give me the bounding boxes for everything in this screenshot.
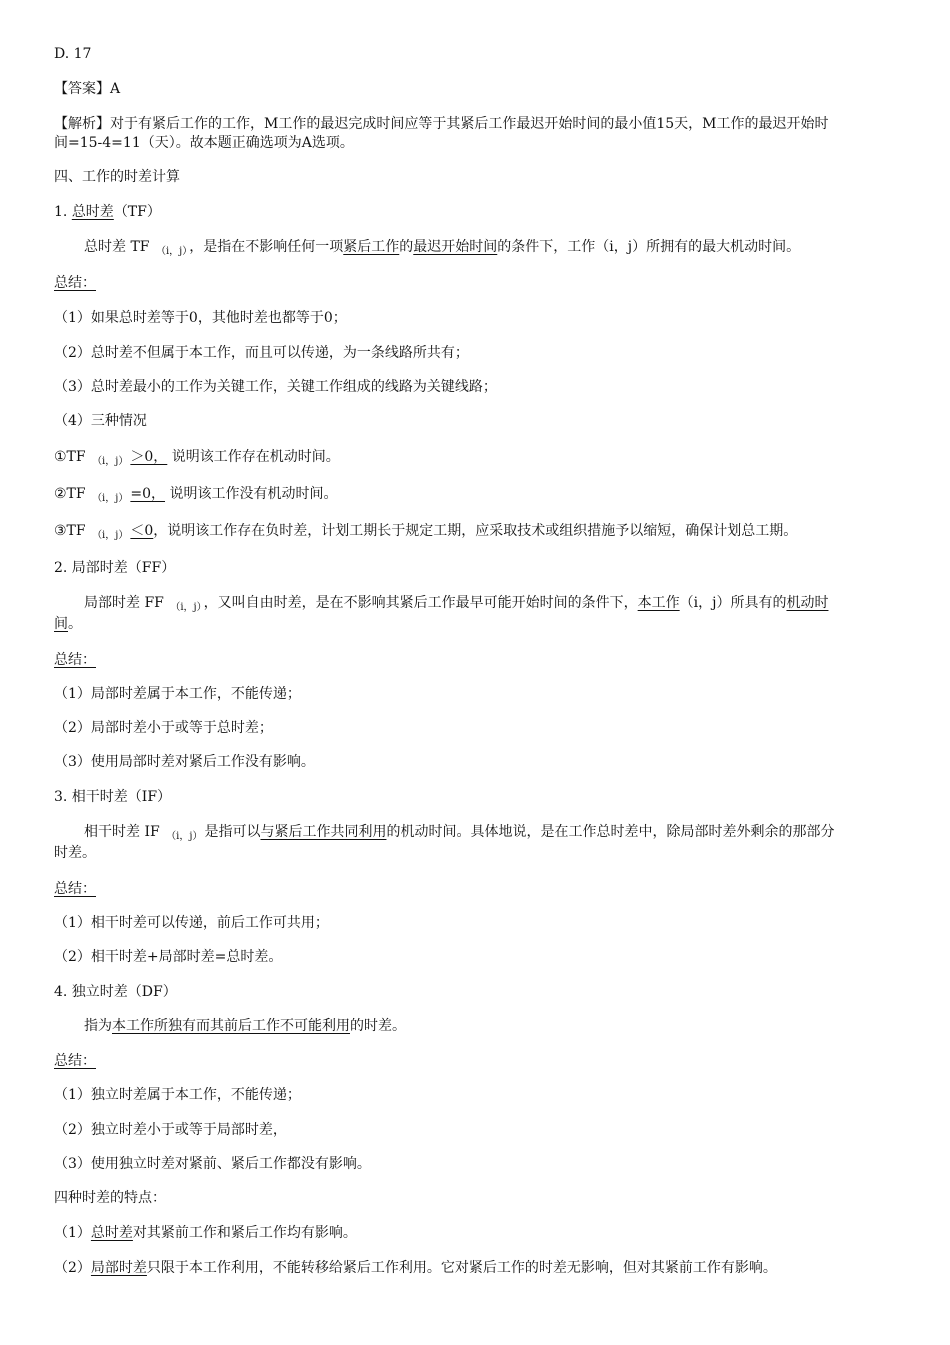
summary-label-ff-text: 总结： — [54, 652, 96, 668]
tf-def-d: 的条件下，工作（i，j）所拥有的最大机动时间。 — [497, 239, 801, 255]
ff-def-b: ，又叫自由时差，是在不影响其紧后工作最早可能开始时间的条件下， — [203, 595, 638, 611]
answer-line — [54, 78, 896, 100]
if-def-c: 的机动时间。具体地说，是在工作总时差中，除局部时差外剩余的那部分 — [386, 824, 835, 840]
ff-def-underline-1: 本工作 — [637, 595, 680, 611]
tf-case-zero-b: 说明该工作没有机动时间。 — [165, 486, 338, 502]
heading-ff — [54, 557, 896, 579]
df-def-a: 指为 — [84, 1018, 112, 1034]
tf-case-positive-condition: ＞0， — [130, 449, 168, 465]
df-point-2-text: （2）独立时差小于或等于局部时差， — [54, 1122, 287, 1138]
feature-2 — [54, 1257, 896, 1279]
if-def-a: 相干时差 IF — [84, 824, 165, 840]
tf-point-1-text: （1）如果总时差等于0，其他时差也都等于0； — [54, 310, 347, 326]
df-def-b: 的时差。 — [350, 1018, 406, 1034]
heading-tf — [54, 201, 896, 223]
tf-def-subscript: （i，j） — [155, 246, 188, 257]
heading-tf-num: 1. — [54, 204, 72, 220]
tf-point-2-text: （2）总时差不但属于本工作，而且可以传递，为一条线路所共有； — [54, 345, 469, 361]
tf-point-3-text: （3）总时差最小的工作为关键工作，关键工作组成的线路为关键线路； — [54, 379, 497, 395]
summary-label-if-text: 总结： — [54, 881, 96, 897]
ff-point-2 — [54, 717, 896, 739]
if-point-2-text: （2）相干时差+局部时差=总时差。 — [54, 949, 283, 965]
heading-if — [54, 786, 896, 808]
feature-2-term: 局部时差 — [90, 1260, 147, 1276]
if-point-1-text: （1）相干时差可以传递，前后工作可共用； — [54, 915, 329, 931]
if-def-subscript: （i，j） — [166, 831, 203, 842]
df-point-3-text: （3）使用独立时差对紧前、紧后工作都没有影响。 — [54, 1156, 371, 1172]
heading-if-text: 3. 相干时差（IF） — [54, 789, 172, 805]
analysis-text-1: 【解析】对于有紧后工作的工作，M工作的最迟完成时间应等于其紧后工作最迟开始时间的最小值15天，M工作的最迟开始时 — [54, 116, 829, 132]
summary-label-ff — [54, 649, 896, 671]
ff-point-1-text: （1）局部时差属于本工作，不能传递； — [54, 686, 301, 702]
df-point-3 — [54, 1153, 896, 1175]
tf-def-underline-2: 最迟开始时间 — [413, 239, 498, 255]
features-heading-text: 四种时差的特点： — [54, 1190, 166, 1206]
df-point-2 — [54, 1119, 896, 1141]
ff-def-d: 。 — [68, 616, 82, 632]
tf-case-negative-condition: ＜0 — [130, 523, 154, 539]
tf-point-4 — [54, 410, 896, 432]
answer-text: 【答案】A — [54, 81, 121, 97]
df-point-1 — [54, 1084, 896, 1106]
tf-case-positive-b: 说明该工作存在机动时间。 — [167, 449, 340, 465]
analysis-line-2 — [54, 132, 896, 154]
feature-1-text: 对其紧前工作和紧后工作均有影响。 — [132, 1225, 357, 1241]
section-heading — [54, 166, 896, 188]
heading-ff-text: 2. 局部时差（FF） — [54, 560, 176, 576]
ff-def-underline-2: 机动时 — [786, 595, 829, 611]
feature-2-num: （2） — [54, 1260, 91, 1276]
ff-point-3 — [54, 751, 896, 773]
tf-case-negative-a: ③TF — [54, 523, 91, 539]
tf-def-b: ，是指在不影响任何一项 — [189, 239, 344, 255]
feature-2-text: 只限于本工作利用，不能转移给紧后工作利用。它对紧后工作的时差无影响，但对其紧前工作有影响。 — [146, 1260, 777, 1276]
features-heading — [54, 1187, 896, 1209]
tf-case-zero-subscript: （i，j） — [92, 493, 129, 504]
if-def-d: 时差。 — [54, 845, 96, 861]
tf-case-negative-subscript: （i，j） — [92, 530, 129, 541]
summary-label-if — [54, 878, 896, 900]
tf-point-1 — [54, 307, 896, 329]
heading-tf-abbr: （TF） — [113, 204, 161, 220]
ff-def-subscript: （i，j） — [170, 602, 202, 613]
tf-definition — [84, 236, 896, 263]
tf-case-zero — [54, 483, 896, 510]
ff-def-c: （i，j）所具有的 — [679, 595, 787, 611]
summary-label-tf-text: 总结： — [54, 275, 96, 291]
tf-def-underline-1: 紧后工作 — [343, 239, 400, 255]
feature-1-term: 总时差 — [90, 1225, 133, 1241]
option-d-text: D. 17 — [54, 46, 92, 62]
ff-point-1 — [54, 683, 896, 705]
if-point-1 — [54, 912, 896, 934]
if-def-b: 是指可以 — [204, 824, 261, 840]
summary-label-df — [54, 1050, 896, 1072]
tf-case-positive — [54, 446, 896, 473]
tf-def-a: 总时差 TF — [84, 239, 154, 255]
section-heading-text: 四、工作的时差计算 — [54, 169, 180, 185]
ff-point-3-text: （3）使用局部时差对紧后工作没有影响。 — [54, 754, 315, 770]
if-def-underline: 与紧后工作共同利用 — [260, 824, 387, 840]
tf-def-c: 的 — [399, 239, 414, 255]
ff-definition-line-2 — [54, 613, 896, 635]
if-definition-line-2 — [54, 842, 896, 864]
tf-case-negative-b: ，说明该工作存在负时差，计划工期长于规定工期，应采取技术或组织措施予以缩短，确保计划总工期。 — [153, 523, 798, 539]
feature-1-num: （1） — [54, 1225, 91, 1241]
tf-case-negative — [54, 520, 896, 547]
option-d — [54, 43, 896, 65]
tf-point-4-text: （4）三种情况 — [54, 413, 147, 429]
summary-label-tf — [54, 272, 896, 294]
summary-label-df-text: 总结： — [54, 1053, 96, 1069]
df-def-underline: 本工作所独有而其前后工作不可能利用 — [112, 1018, 350, 1034]
df-definition — [84, 1015, 896, 1037]
analysis-text-2: 间=15-4=11（天）。故本题正确选项为A选项。 — [54, 135, 354, 151]
if-point-2 — [54, 946, 896, 968]
ff-def-underline-3: 间 — [54, 616, 68, 632]
tf-point-2 — [54, 342, 896, 364]
tf-case-zero-a: ②TF — [54, 486, 91, 502]
ff-def-a: 局部时差 FF — [84, 595, 169, 611]
tf-case-positive-subscript: （i，j） — [92, 456, 129, 467]
heading-tf-term: 总时差 — [71, 204, 114, 220]
heading-df-text: 4. 独立时差（DF） — [54, 984, 177, 1000]
tf-point-3 — [54, 376, 896, 398]
df-point-1-text: （1）独立时差属于本工作，不能传递； — [54, 1087, 301, 1103]
ff-point-2-text: （2）局部时差小于或等于总时差； — [54, 720, 273, 736]
tf-case-positive-a: ①TF — [54, 449, 91, 465]
tf-case-zero-condition: =0， — [130, 486, 166, 502]
heading-df — [54, 981, 896, 1003]
feature-1 — [54, 1222, 896, 1244]
